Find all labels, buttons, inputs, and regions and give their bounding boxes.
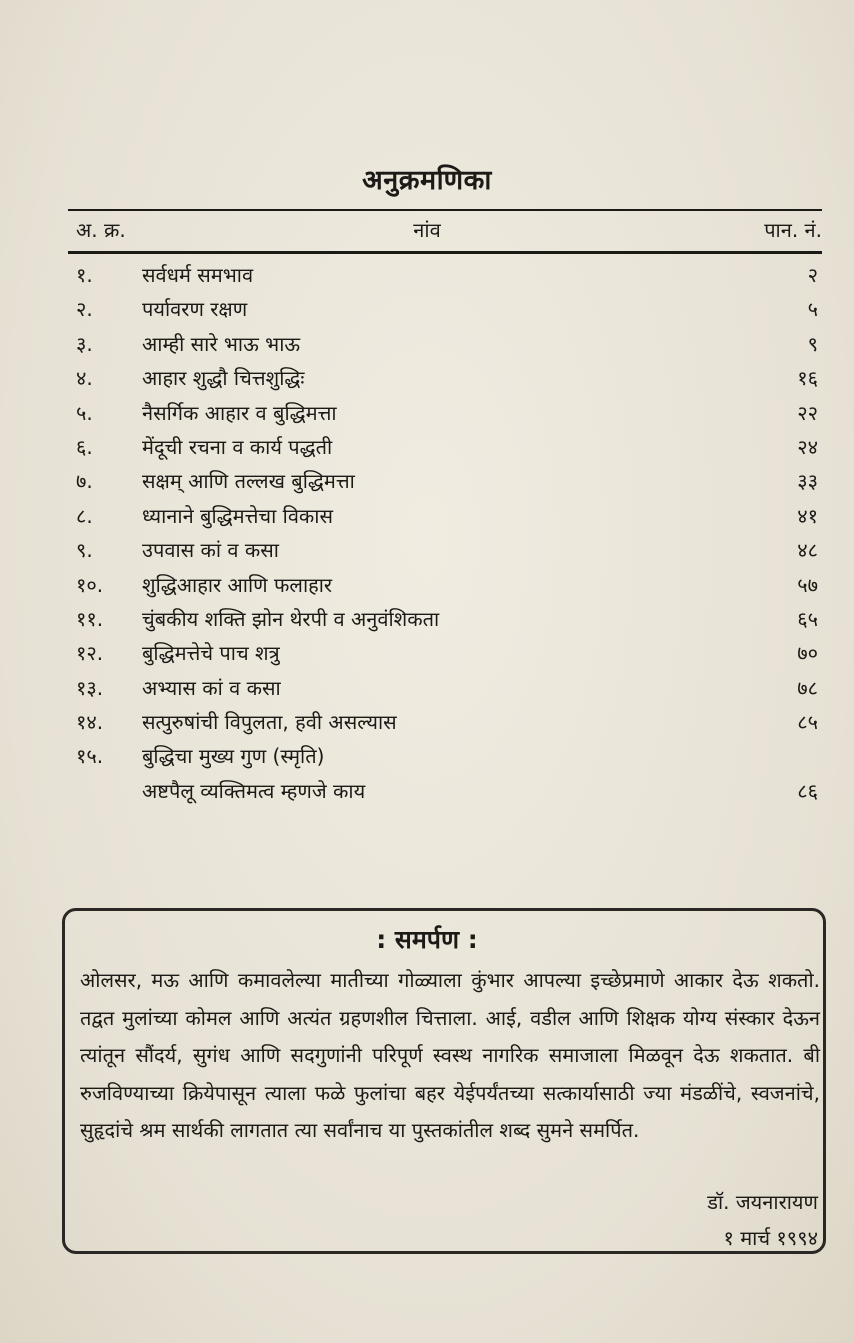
toc-name: शुद्धिआहार आणि फलाहार [142, 572, 333, 597]
toc-num: ५. [76, 400, 93, 425]
toc-row [0, 636, 854, 670]
toc-name: पर्यावरण रक्षण [142, 297, 248, 322]
toc-page: ८५ [797, 710, 818, 735]
toc-name: नैसर्गिक आहार व बुद्धिमत्ता [142, 400, 337, 425]
toc-name: ध्यानाने बुद्धिमत्तेचा विकास [142, 503, 333, 528]
toc-page: ७० [797, 641, 818, 666]
header-page: पान. नं. [764, 218, 822, 242]
toc-page: ५ [807, 297, 818, 322]
toc-name: सर्वधर्म समभाव [142, 263, 254, 287]
toc-page: २४ [797, 434, 818, 459]
toc-num: ४. [76, 366, 93, 391]
toc-row [0, 671, 854, 705]
toc-num: ९. [76, 538, 93, 563]
toc-page: ७८ [797, 675, 818, 700]
header-name: नांव [413, 218, 441, 242]
toc-name: सत्पुरुषांची विपुलता, हवी असल्यास [142, 710, 397, 735]
toc-row [0, 396, 854, 430]
toc-row [0, 739, 854, 773]
toc-name: सक्षम् आणि तल्लख बुद्धिमत्ता [142, 469, 355, 494]
toc-row [0, 258, 854, 292]
dedication-date: १ मार्च १९९४ [723, 1226, 818, 1250]
toc-num: १५. [76, 744, 104, 769]
toc-num: ३. [76, 331, 93, 356]
toc-page: ४८ [797, 538, 818, 563]
toc-page: ६५ [797, 606, 818, 631]
toc-num: १४. [76, 710, 104, 735]
dedication-author: डॉ. जयनारायण [707, 1190, 818, 1214]
toc-num: ८. [76, 503, 93, 528]
toc-page: ५७ [797, 572, 818, 597]
toc-name: आम्ही सारे भाऊ भाऊ [142, 331, 301, 356]
toc-num: १. [76, 263, 93, 287]
dedication-title: : समर्पण : [376, 925, 478, 954]
toc-top-rule [68, 209, 822, 211]
toc-page: २२ [797, 400, 818, 425]
toc-row [0, 430, 854, 464]
toc-page: ३३ [797, 469, 818, 494]
toc-title: अनुक्रमणिका [362, 165, 492, 196]
toc-name: चुंबकीय शक्ति झोन थेरपी व अनुवंशिकता [142, 606, 440, 631]
header-number: अ. क्र. [76, 218, 126, 242]
toc-num: ६. [76, 434, 93, 459]
toc-name: बुद्धिचा मुख्य गुण (स्मृति) [142, 744, 325, 769]
toc-num: ७. [76, 469, 93, 494]
toc-num: ११. [76, 606, 104, 631]
toc-row [0, 568, 854, 602]
toc-page: ८६ [797, 778, 818, 803]
toc-page: २ [807, 263, 818, 287]
toc-header-rule [68, 251, 822, 254]
toc-name: अभ्यास कां व कसा [142, 675, 281, 700]
toc-row [0, 327, 854, 361]
toc-page: १६ [797, 366, 818, 391]
toc-name: आहार शुद्धौ चित्तशुद्धिः [142, 366, 305, 391]
toc-name: बुद्धिमत्तेचे पाच शत्रु [142, 641, 280, 666]
toc-row [0, 464, 854, 498]
toc-num: १३. [76, 675, 104, 700]
toc-name: मेंदूची रचना व कार्य पद्धती [142, 434, 333, 459]
toc-name: उपवास कां व कसा [142, 538, 279, 563]
toc-row [0, 292, 854, 326]
toc-num: १२. [76, 641, 104, 666]
toc-row [0, 774, 854, 808]
toc-num: २. [76, 297, 93, 322]
toc-page: ४१ [797, 503, 818, 528]
toc-row [0, 705, 854, 739]
toc-list [0, 258, 854, 808]
toc-row [0, 602, 854, 636]
dedication-text: ओलसर, मऊ आणि कमावलेल्या मातीच्या गोळ्याला कुंभार आपल्या इच्छेप्रमाणे आकार देऊ शकतो. तद्वत मुलांच्या कोमल आणि अत्यंत ग्रहणशील चित्ताला. आई, वडील आणि शिक्षक योग्य संस्कार देऊन त्यांतून सौंदर्य, सुगंध आणि सदगुणांनी परिपूर्ण स्वस्थ नागरिक समाजाला मिळवून देऊ शकतात. बी रुजविण्याच्या क्रियेपासून त्याला फळे फुलांचा बहर येईपर्यंतच्या सत्कार्यासाठी ज्या मंडळींचे, स्वजनांचे, सुहृदांचे श्रम सार्थकी लागतात त्या सर्वांनाच या पुस्तकांतील शब्द सुमने समर्पित. [80, 968, 820, 1142]
toc-page: ९ [807, 331, 818, 356]
toc-row [0, 499, 854, 533]
toc-row [0, 533, 854, 567]
toc-name: अष्टपैलू व्यक्तिमत्व म्हणजे काय [142, 778, 366, 803]
toc-num: १०. [76, 572, 104, 597]
toc-row [0, 361, 854, 395]
